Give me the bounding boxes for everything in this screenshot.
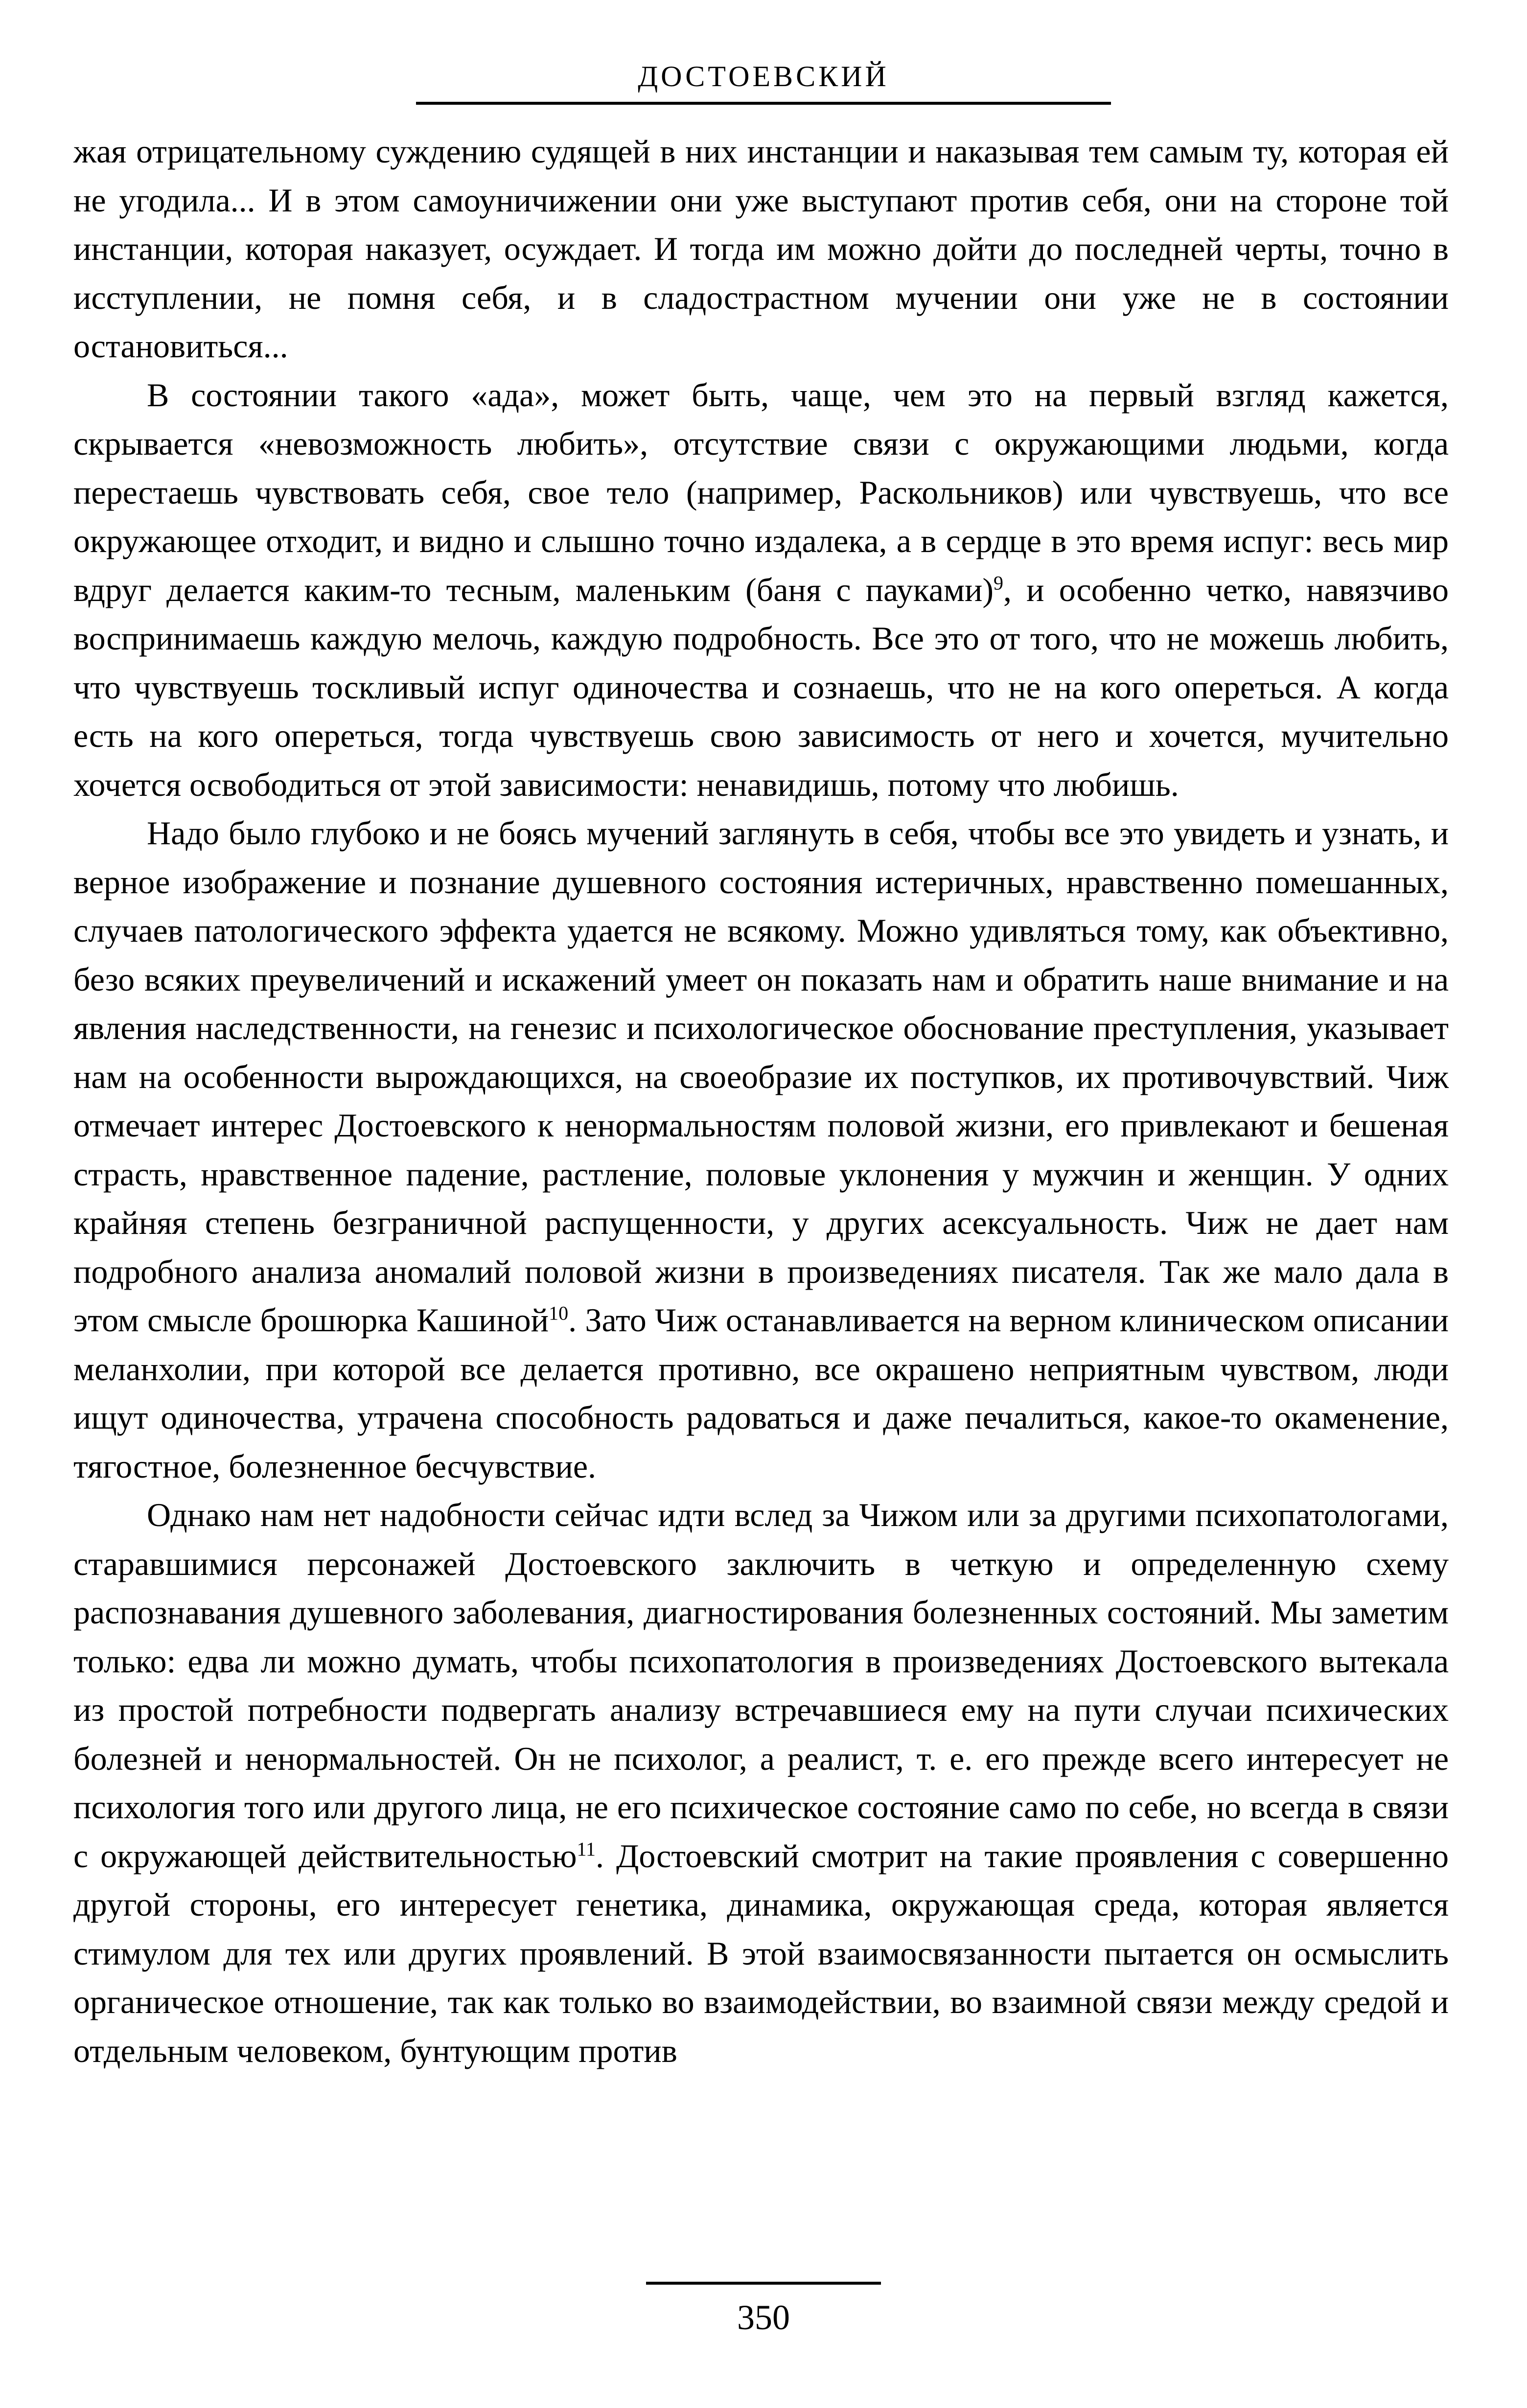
paragraph-4-text-a: Однако нам нет надобности сейчас идти вслед за Чижом или за другими психопатологами, старавшимися персонажей Достоевского заключить в четкую и определенную схему распознавания душевного заболевания, диагностирования болезненных состояний. Мы заметим только: едва ли можно думать, чтобы психопатология в произведениях Достоевского вытекала из простой потребности подвергать анализу встречавшиеся ему на пути случаи психических болезней и ненормальностей. Он не психолог, а реалист, т. е. его прежде всего интересует не психология того или другого лица, не его психическое состояние само по себе, но всегда в связи с окружающей действительностью <box>73 1496 1449 1875</box>
paragraph-1-text: жая отрицательному суждению судящей в них инстанции и наказывая тем самым ту, которая ей не угодила... И в этом самоуничижении они уже выступают против себя, они на стороне той инстанции, которая наказует, осуждает. И тогда им можно дойти до последней черты, точно в исступлении, не помня себя, и в сладострастном мучении они уже не в состоянии остановиться... <box>73 133 1449 365</box>
page-number: 350 <box>737 2298 790 2337</box>
paragraph-3-text-a: Надо было глубоко и не боясь мучений заглянуть в себя, чтобы все это увидеть и узнать, и верное изображение и познание душевного состояния истеричных, нравственно помешанных, случаев патологического эффекта удается не всякому. Можно удивляться тому, как объективно, безо всяких преувеличений и искажений умеет он показать нам и обратить наше внимание и на явления наследственности, на генезис и психологическое обоснование преступления, указывает нам на особенности вырождающихся, на своеобразие их поступков, их противочувствий. Чиж отмечает интерес Достоевского к ненормальностям половой жизни, его привлекают и бешеная страсть, нравственное падение, растление, половые уклонения у мужчин и женщин. У одних крайняя степень безграничной распущенности, у других асексуальность. Чиж не дает нам подробного анализа аномалий половой жизни в произведениях писателя. Так же мало дала в этом смысле брошюрка Кашиной <box>73 814 1449 1339</box>
paragraph-2 <box>73 371 1449 810</box>
paragraph-1 <box>73 127 1449 371</box>
footnote-ref-9: 9 <box>994 571 1004 594</box>
paragraph-2-text-a: В состоянии такого «ада», может быть, чаще, чем это на первый взгляд кажется, скрывается «невозможность любить», отсутствие связи с окружающими людьми, когда перестаешь чувствовать себя, свое тело (например, Раскольников) или чувствуешь, что все окружающее отходит, и видно и слышно точно издалека, а в сердце в это время испуг: весь мир вдруг делается каким-то тесным, маленьким (баня с пауками) <box>73 376 1449 608</box>
paragraph-4-text-b: . Достоевский смотрит на такие проявления с совершенно другой стороны, его интересует генетика, динамика, окружающая среда, которая является стимулом для тех или других проявлений. В этой взаимосвязанности пытается он осмыслить органическое отношение, так как только во взаимодействии, во взаимной связи между средой и отдельным человеком, бунтующим против <box>73 1837 1449 2069</box>
paragraph-4 <box>73 1491 1449 2075</box>
footer-rule <box>646 2282 881 2285</box>
paragraph-3 <box>73 809 1449 1491</box>
body-text <box>73 127 1449 2075</box>
footnote-ref-10: 10 <box>549 1302 569 1324</box>
header-rule <box>416 102 1111 105</box>
paragraph-2-text-b: , и особенно четко, навязчиво воспринимаешь каждую мелочь, каждую подробность. Все это от того, что не можешь любить, что чувствуешь тоскливый испуг одиночества и сознаешь, что не на кого опереться. А когда есть на кого опереться, тогда чувствуешь свою зависимость от него и хочется, мучительно хочется освободиться от этой зависимости: ненавидишь, потому что любишь. <box>73 571 1449 803</box>
paragraph-3-text-b: . Зато Чиж останавливается на верном клиническом описании меланхолии, при которой все делается противно, все окрашено неприятным чувством, люди ищут одиночества, утрачена способность радоваться и даже печалиться, какое-то окаменение, тягостное, болезненное бесчувствие. <box>73 1301 1449 1485</box>
footnote-ref-11: 11 <box>577 1837 596 1860</box>
running-head: ДОСТОЕВСКИЙ <box>638 60 889 93</box>
